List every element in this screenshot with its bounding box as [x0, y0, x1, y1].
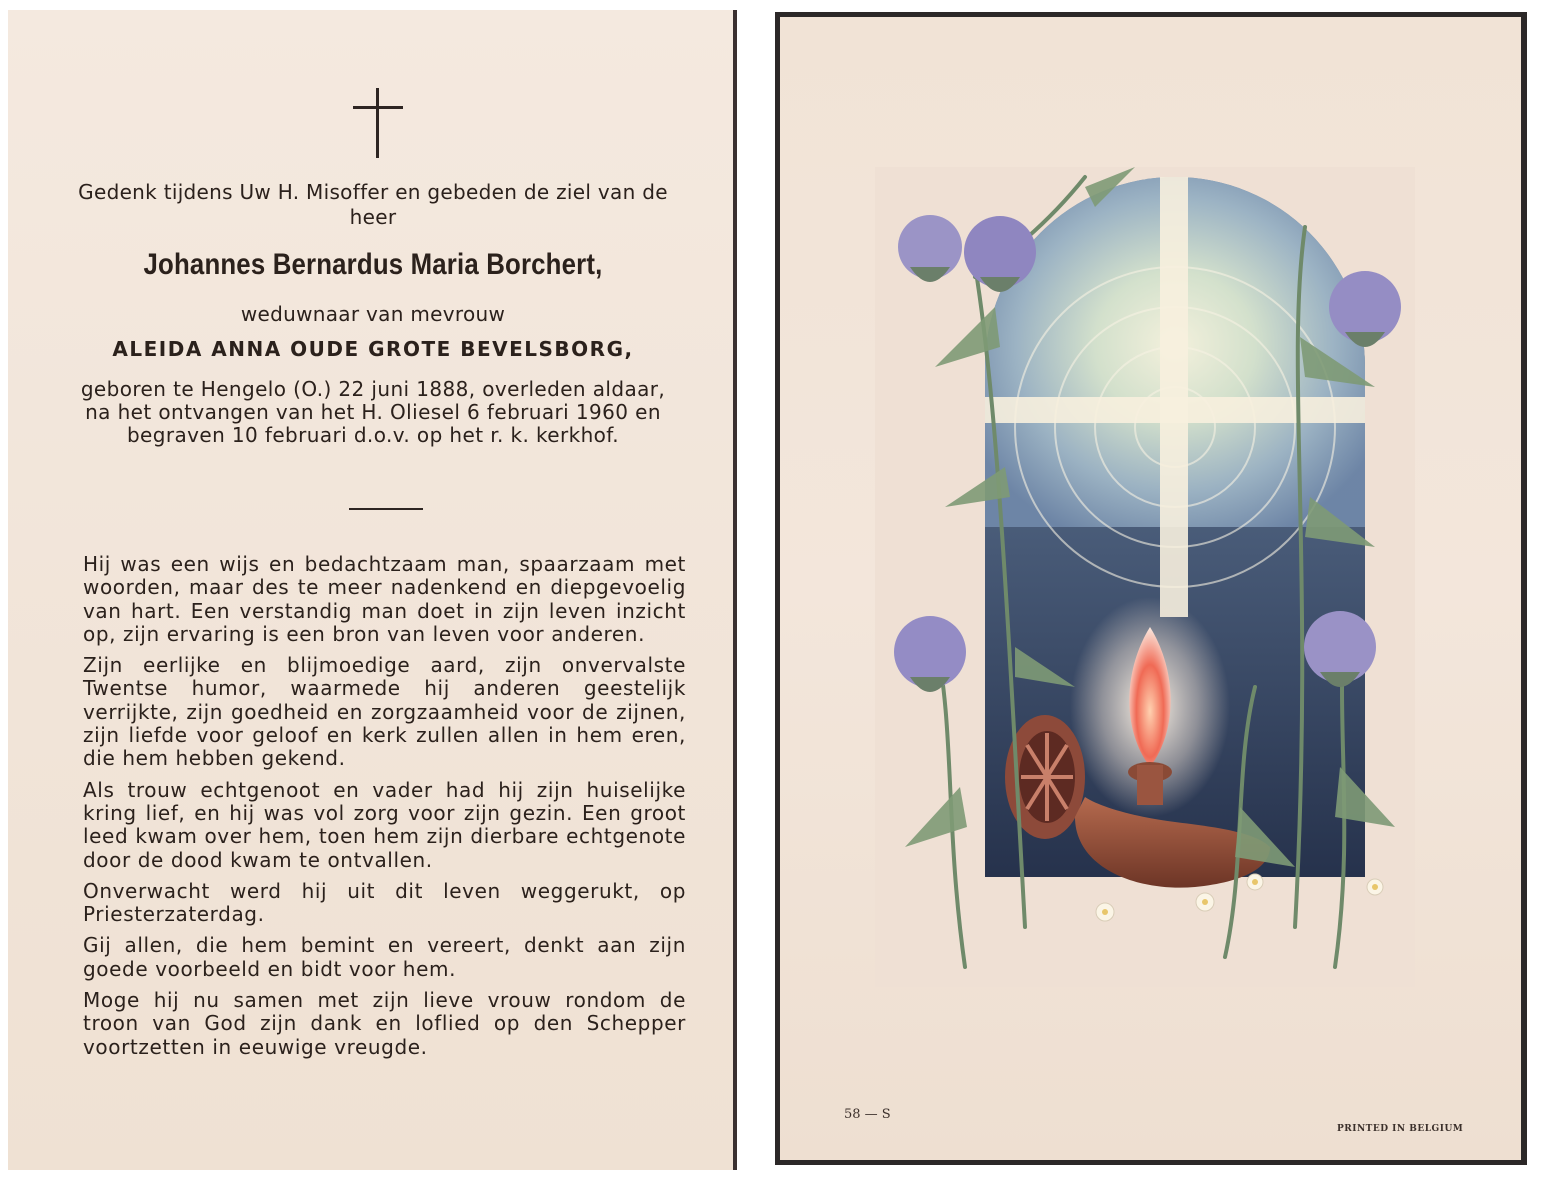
eulogy-paragraph: Onverwacht werd hij uit dit leven weggerukt, op Priesterzaterdag.	[83, 878, 686, 927]
widower-line: weduwnaar van mevrouw	[240, 302, 506, 326]
divider-line	[349, 508, 423, 510]
deceased-name: Johannes Bernardus Maria Borchert,	[143, 248, 603, 281]
dates-text: geboren te Hengelo (O.) 22 juni 1888, overleden aldaar, na het ontvangen van het H. Oliesel 6 februari 1960 en begraven 10 februari d.o.v. op het r. k. kerkhof.	[80, 377, 666, 447]
eulogy-paragraph: Als trouw echtgenoot en vader had hij zijn huiselijke kring lief, en hij was vol zorg voor zijn gezin. Een groot leed kwam over hem, toen hem zijn dierbare echtgenote door de dood kwam te ontvallen.	[83, 777, 686, 872]
printed-in-label: PRINTED IN BELGIUM	[1337, 1124, 1464, 1134]
eulogy-paragraph: Moge hij nu samen met zijn lieve vrouw rondom de troon van God zijn dank en loflied op den Schepper voortzetten in eeuwige vreugde.	[83, 988, 686, 1059]
intro-text: Gedenk tijdens Uw H. Misoffer en gebeden de ziel van de heer	[78, 180, 668, 229]
card-code: 58 — S	[844, 1107, 891, 1122]
eulogy-paragraph: Hij was een wijs en bedachtzaam man, spaarzaam met woorden, maar des te meer nadenkend en diepgevoelig van hart. Een verstandig man doet in zijn leven inzicht op, zijn ervaring is een bron van leven voor anderen.	[83, 552, 686, 646]
cross-icon	[353, 88, 403, 158]
devotional-illustration	[875, 167, 1415, 987]
eulogy-text	[83, 553, 686, 1067]
eulogy-paragraph: Zijn eerlijke en blijmoedige aard, zijn onvervalste Twentse humor, waarmede hij anderen geestelijk verrijkte, zijn goedheid en zorgzaamheid voor de zijnen, zijn liefde voor geloof en kerk zullen allen in hem eren, die hem hebben gekend.	[83, 653, 686, 771]
eulogy-paragraph: Gij allen, die hem bemint en vereert, denkt aan zijn goede voorbeeld en bidt voor hem.	[83, 933, 686, 981]
memorial-picture-card	[775, 12, 1527, 1165]
wife-name: ALEIDA ANNA OUDE GROTE BEVELSBORG,	[112, 337, 634, 361]
memorial-text-card	[8, 10, 737, 1170]
